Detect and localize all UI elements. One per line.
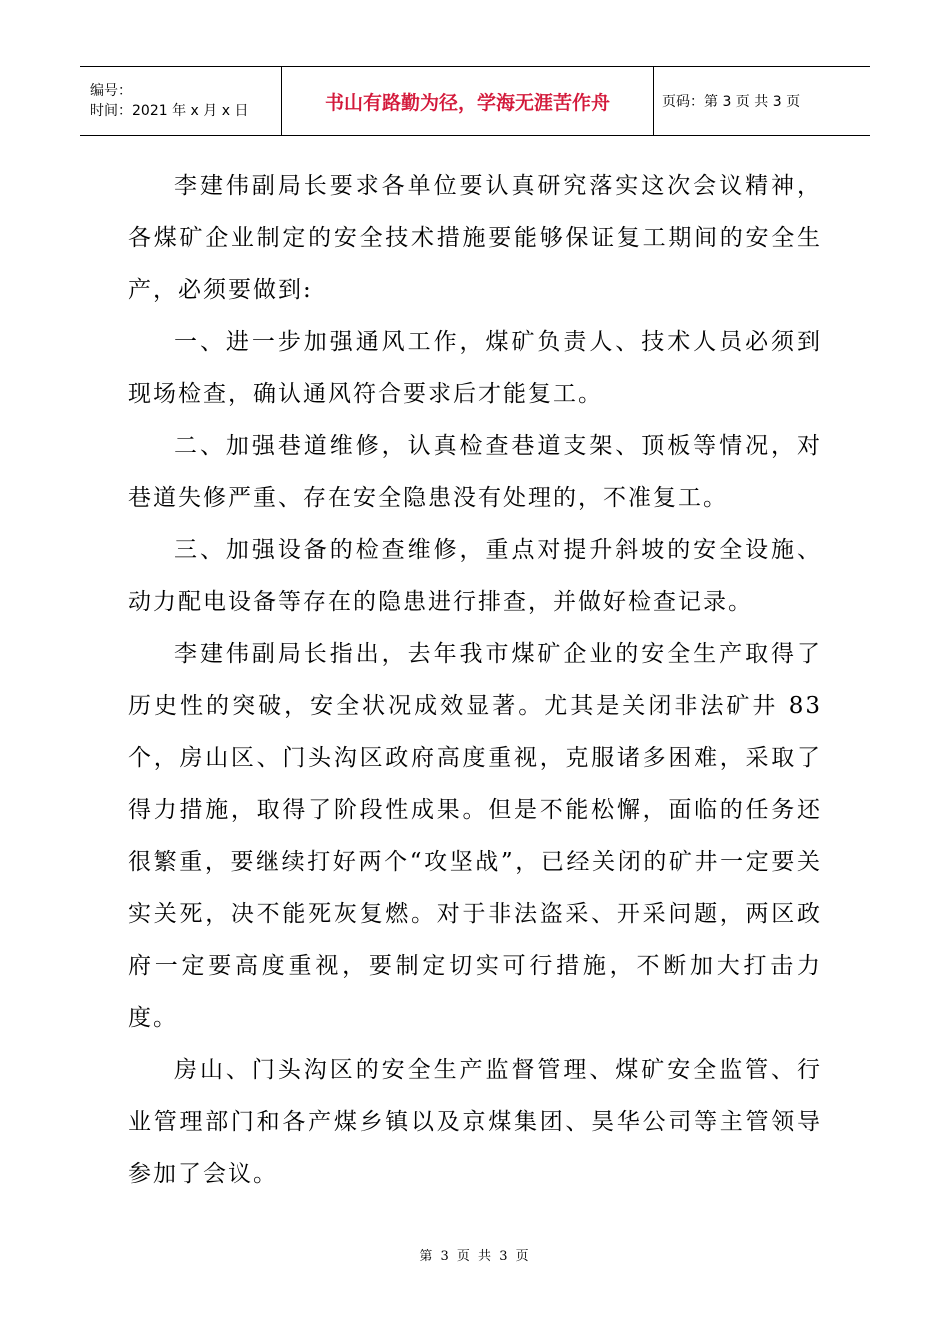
paragraph-1: 李建伟副局长要求各单位要认真研究落实这次会议精神，各煤矿企业制定的安全技术措施要能够保证复工期间的安全生产，必须要做到: bbox=[128, 173, 822, 303]
page-footer bbox=[0, 1245, 950, 1264]
paragraph-3: 二、加强巷道维修，认真检查巷道支架、顶板等情况，对巷道失修严重、存在安全隐患没有处理的，不准复工。 bbox=[128, 433, 822, 511]
paragraph-6: 房山、门头沟区的安全生产监督管理、煤矿安全监管、行业管理部门和各产煤乡镇以及京煤集团、昊华公司等主管领导参加了会议。 bbox=[128, 1057, 822, 1187]
document-body bbox=[128, 160, 822, 1200]
header-motto bbox=[282, 67, 654, 135]
time-label: 时间：2021 年 x 月 x 日 bbox=[90, 103, 249, 119]
motto-text: 书山有路勤为径，学海无涯苦作舟 bbox=[324, 91, 610, 114]
number-label: 编号： bbox=[90, 83, 132, 99]
header-meta bbox=[80, 67, 282, 135]
paragraph-2: 一、进一步加强通风工作，煤矿负责人、技术人员必须到现场检查，确认通风符合要求后才能复工。 bbox=[128, 329, 822, 407]
header-page-info bbox=[654, 67, 870, 135]
paragraph-4: 三、加强设备的检查维修，重点对提升斜坡的安全设施、动力配电设备等存在的隐患进行排查，并做好检查记录。 bbox=[128, 537, 822, 615]
paragraph-5: 李建伟副局长指出，去年我市煤矿企业的安全生产取得了历史性的突破，安全状况成效显著。尤其是关闭非法矿井 83 个，房山区、门头沟区政府高度重视，克服诸多困难，采取了得力措施，取得了阶段性成果。但是不能松懈，面临的任务还很繁重，要继续打好两个“攻坚战”，已经关闭的矿井一定要关实关死，决不能死灰复燃。对于非法盗采、开采问题，两区政府一定要高度重视，要制定切实可行措施，不断加大打击力度。 bbox=[128, 641, 822, 1031]
page-info-text: 页码：第 3 页 共 3 页 bbox=[662, 94, 801, 110]
document-header bbox=[80, 66, 870, 136]
footer-page-number: 第 3 页 共 3 页 bbox=[419, 1249, 531, 1264]
